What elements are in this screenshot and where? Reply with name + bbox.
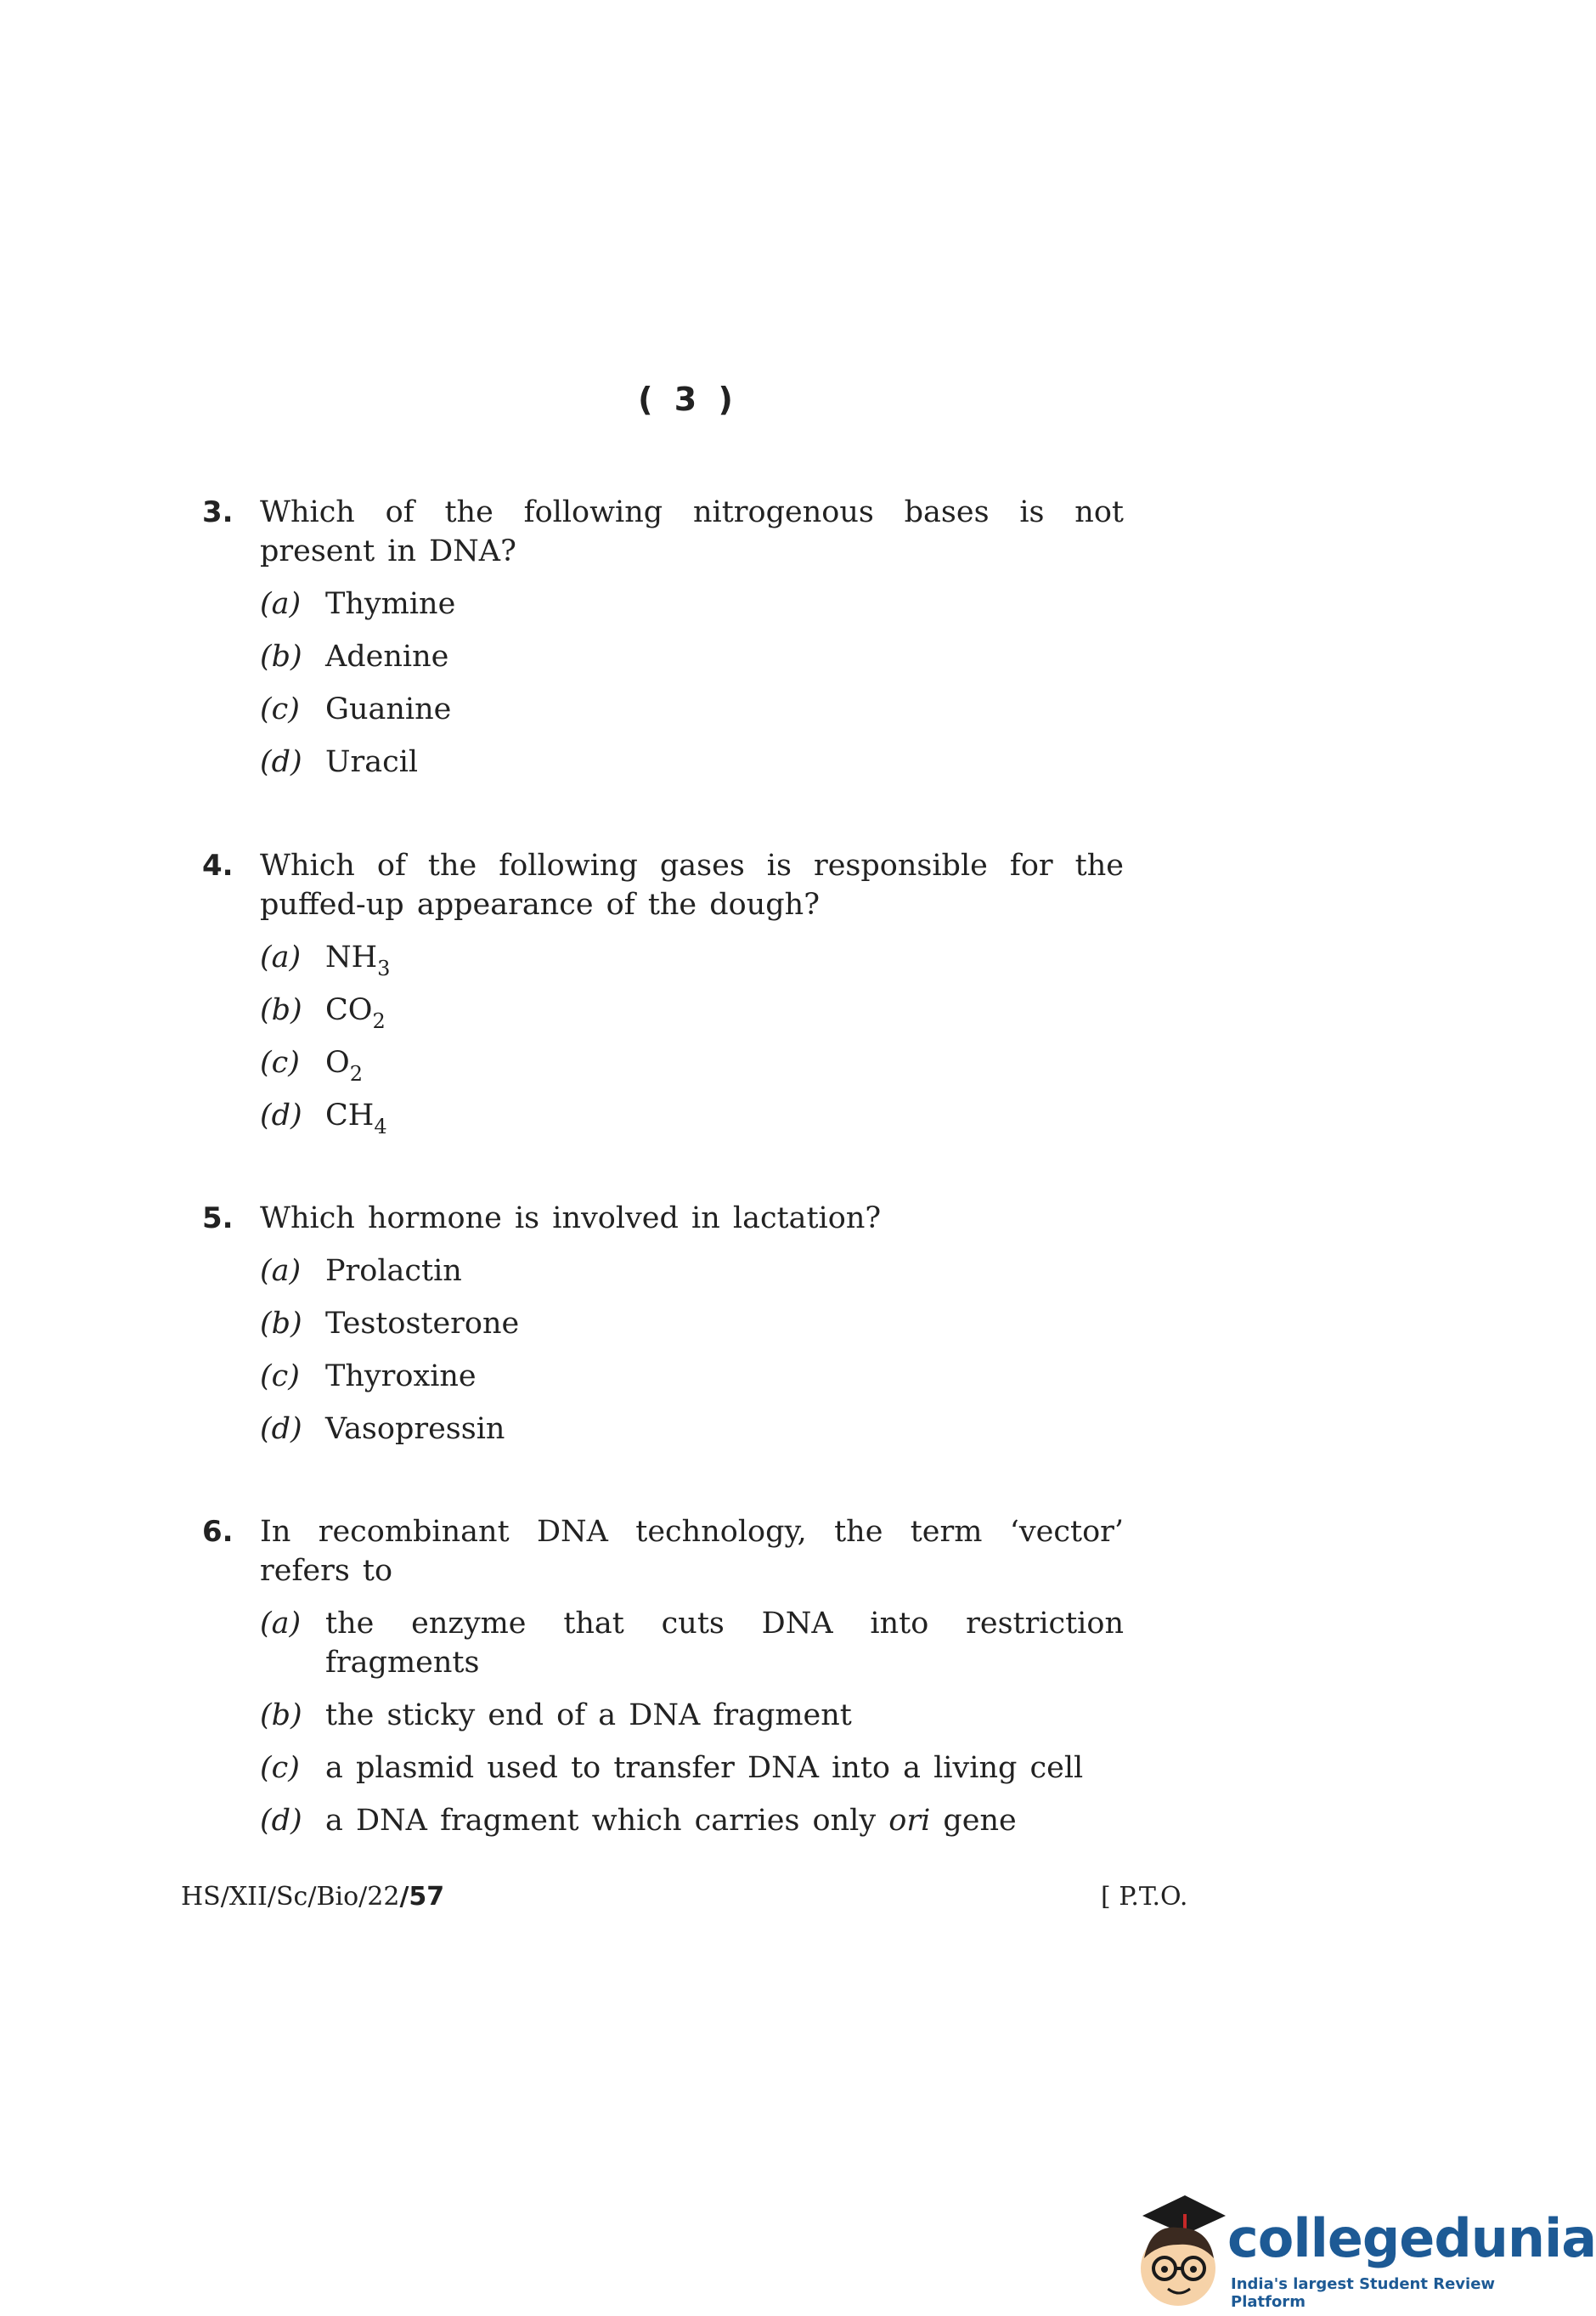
- option-text: a plasmid used to transfer DNA into a living cell: [325, 1751, 1084, 1785]
- option-text-before: a DNA fragment which carries only: [325, 1804, 889, 1838]
- option-text: Guanine: [325, 692, 452, 726]
- option-text: the sticky end of a DNA fragment: [325, 1698, 852, 1732]
- option-label: (c): [260, 692, 300, 726]
- option-label: (b): [260, 1307, 302, 1341]
- option-label: (b): [260, 640, 302, 674]
- option-text: the enzyme that cuts DNA into restriction fragments: [325, 1607, 1124, 1680]
- option-d: [260, 1096, 1124, 1138]
- option-label: (d): [260, 1099, 302, 1133]
- paper-code-main: HS/XII/Sc/Bio/22: [181, 1882, 400, 1912]
- options-list: [260, 585, 1124, 782]
- question-6: [202, 1512, 1124, 1854]
- option-text: [325, 1801, 1124, 1840]
- option-c: [260, 690, 1124, 729]
- option-label: (d): [260, 745, 302, 779]
- pto-label: [ P.T.O.: [1101, 1882, 1188, 1912]
- question-text: In recombinant DNA technology, the term ‘vector’ refers to: [260, 1515, 1124, 1588]
- option-c: [260, 1748, 1124, 1788]
- option-text: Thyroxine: [325, 1359, 477, 1393]
- option-formula: [325, 938, 1124, 980]
- option-label: (a): [260, 587, 302, 621]
- option-label: (d): [260, 1412, 302, 1446]
- option-b: [260, 1304, 1124, 1343]
- option-formula: [325, 1096, 1124, 1138]
- option-b: [260, 637, 1124, 676]
- option-text: Testosterone: [325, 1307, 520, 1341]
- paper-code-bold: /57: [399, 1882, 445, 1912]
- option-label: (d): [260, 1804, 302, 1838]
- question-number: 5.: [202, 1201, 234, 1235]
- question-5: [202, 1199, 1124, 1462]
- option-label: (c): [260, 1046, 300, 1080]
- paper-code: [181, 1882, 444, 1912]
- option-text: Adenine: [325, 640, 449, 674]
- formula-base: CO: [325, 993, 373, 1027]
- question-number: 4.: [202, 849, 234, 883]
- option-a: [260, 585, 1124, 624]
- page-number: ( 3 ): [638, 381, 738, 418]
- brand-name: collegedunia: [1227, 2207, 1596, 2269]
- option-label: (a): [260, 941, 302, 974]
- option-label: (c): [260, 1751, 300, 1785]
- formula-base: O: [325, 1046, 350, 1080]
- option-label: (a): [260, 1254, 302, 1288]
- formula-base: CH: [325, 1099, 375, 1133]
- collegedunia-logo: [1125, 2183, 1596, 2316]
- option-label: (b): [260, 993, 302, 1027]
- question-number: 6.: [202, 1515, 234, 1549]
- formula-subscript: 2: [349, 1062, 363, 1086]
- option-text: Vasopressin: [325, 1412, 505, 1446]
- options-list: [260, 1604, 1124, 1840]
- option-a: [260, 1604, 1124, 1682]
- option-text: Prolactin: [325, 1254, 462, 1288]
- option-c: [260, 1357, 1124, 1396]
- mascot-icon: [1125, 2183, 1227, 2316]
- question-text: Which of the following gases is responsible for the puffed-up appearance of the dough?: [260, 849, 1124, 922]
- option-formula: [325, 991, 1124, 1033]
- option-a: [260, 1251, 1124, 1291]
- option-text-after: gene: [930, 1804, 1017, 1838]
- question-4: [202, 846, 1124, 1149]
- formula-base: NH: [325, 941, 378, 974]
- option-text: Thymine: [325, 587, 456, 621]
- question-3: [202, 493, 1124, 795]
- options-list: [260, 1251, 1124, 1449]
- option-c: [260, 1043, 1124, 1086]
- brand-tagline: India's largest Student Review Platform: [1231, 2275, 1496, 2311]
- option-text: Uracil: [325, 745, 419, 779]
- option-b: [260, 1696, 1124, 1735]
- option-label: (b): [260, 1698, 302, 1732]
- options-list: [260, 938, 1124, 1138]
- option-d: [260, 1409, 1124, 1449]
- option-formula: [325, 1043, 1124, 1086]
- formula-subscript: 4: [374, 1115, 387, 1138]
- option-d: [260, 1801, 1124, 1840]
- question-number: 3.: [202, 495, 234, 529]
- question-text: Which of the following nitrogenous bases is not present in DNA?: [260, 495, 1124, 568]
- option-text-italic: ori: [888, 1804, 931, 1838]
- option-a: [260, 938, 1124, 980]
- option-b: [260, 991, 1124, 1033]
- option-label: (a): [260, 1607, 302, 1641]
- formula-subscript: 2: [372, 1009, 386, 1033]
- option-label: (c): [260, 1359, 300, 1393]
- formula-subscript: 3: [377, 957, 391, 980]
- question-text: Which hormone is involved in lactation?: [260, 1201, 882, 1235]
- option-d: [260, 743, 1124, 782]
